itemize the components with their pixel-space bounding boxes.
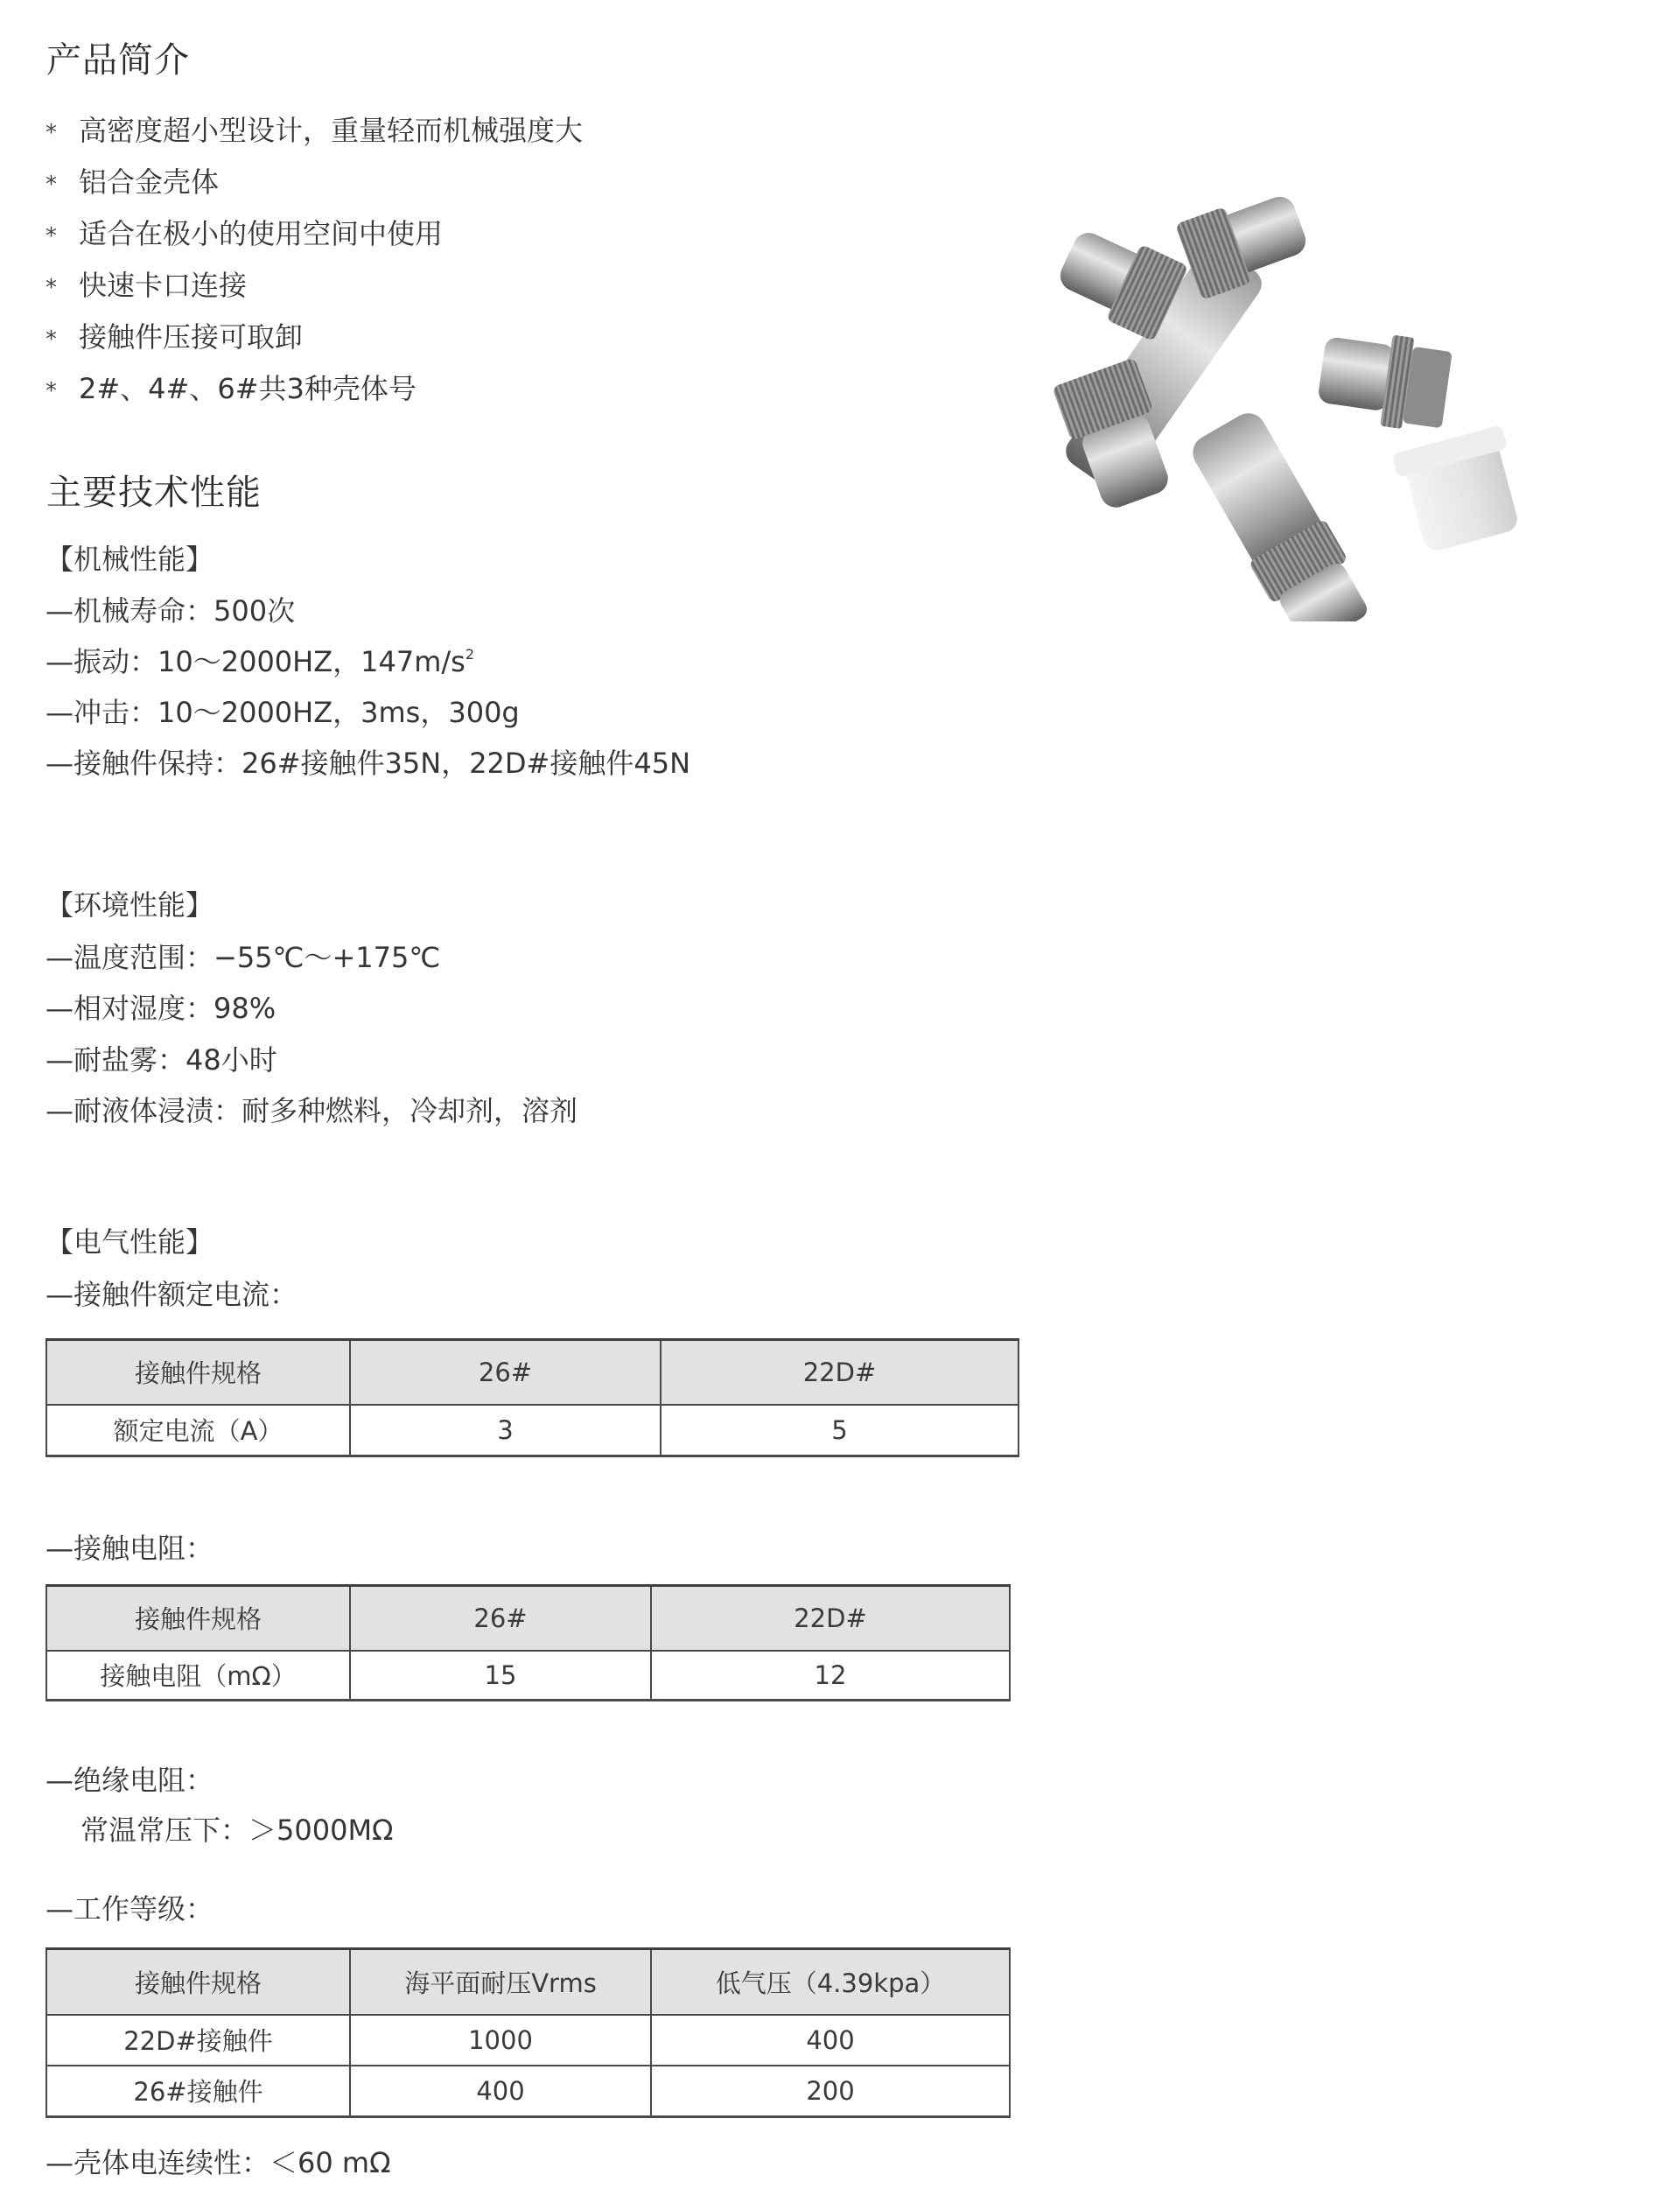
- rated-current-label: —接触件额定电流：: [46, 1278, 298, 1311]
- contact-resistance-label: —接触电阻：: [46, 1532, 214, 1565]
- table-cell: 12: [651, 1651, 1010, 1701]
- table-header-cell: 26#: [350, 1340, 661, 1405]
- asterisk-bullet-icon: *: [46, 223, 57, 249]
- list-item: * 适合在极小的使用空间中使用: [46, 217, 444, 250]
- list-item: * 接触件压接可取卸: [46, 320, 304, 354]
- list-item: * 高密度超小型设计，重量轻而机械强度大: [46, 114, 584, 147]
- table-cell: 200: [651, 2066, 1010, 2117]
- connector-illustration-icon: [1015, 184, 1540, 621]
- table-cell: 接触电阻（mΩ）: [46, 1651, 350, 1701]
- table-row: [46, 2015, 1010, 2066]
- table-header-row: [46, 1340, 1018, 1405]
- table-row: [46, 1651, 1010, 1701]
- working-grade-table: [46, 1947, 1011, 2118]
- electrical-heading: 【电气性能】: [46, 1225, 214, 1259]
- asterisk-bullet-icon: *: [46, 275, 57, 301]
- asterisk-bullet-icon: *: [46, 326, 57, 353]
- asterisk-bullet-icon: *: [46, 172, 57, 198]
- asterisk-bullet-icon: *: [46, 378, 57, 404]
- table-header-cell: 接触件规格: [46, 1949, 350, 2015]
- spec-line: —耐液体浸渍：耐多种燃料，冷却剂，溶剂: [46, 1094, 578, 1127]
- mechanical-heading: 【机械性能】: [46, 543, 214, 576]
- table-header-cell: 22D#: [661, 1340, 1018, 1405]
- table-header-row: [46, 1949, 1010, 2015]
- table-header-cell: 海平面耐压Vrms: [350, 1949, 651, 2015]
- list-item: * 铝合金壳体: [46, 165, 220, 199]
- spec-line: —冲击：10～2000HZ，3ms，300g: [46, 696, 520, 729]
- spec-line: —接触件保持：26#接触件35N，22D#接触件45N: [46, 747, 691, 780]
- table-cell: 额定电流（A）: [46, 1405, 350, 1456]
- table-header-row: [46, 1586, 1010, 1651]
- table-header-cell: 接触件规格: [46, 1340, 350, 1405]
- spec-line: —相对湿度：98%: [46, 992, 276, 1025]
- list-item: * 快速卡口连接: [46, 269, 248, 302]
- table-row: [46, 1405, 1018, 1456]
- spec-line: —振动：10～2000HZ，$147m/s^2$: [46, 645, 475, 678]
- list-item: * 2#、4#、6#共3种壳体号: [46, 372, 416, 405]
- table-header-cell: 接触件规格: [46, 1586, 350, 1651]
- working-grade-label: —工作等级：: [46, 1892, 214, 1926]
- insulation-label: —绝缘电阻：: [46, 1764, 214, 1797]
- table-cell: 15: [350, 1651, 651, 1701]
- table-cell: 400: [651, 2015, 1010, 2066]
- table-header-cell: 26#: [350, 1586, 651, 1651]
- table-cell: 26#接触件: [46, 2066, 350, 2117]
- table-cell: 1000: [350, 2015, 651, 2066]
- spec-line: —机械寿命：500次: [46, 594, 296, 628]
- shell-continuity: —壳体电连续性：＜60 mΩ: [46, 2146, 391, 2179]
- spec-line: —温度范围：−55℃～+175℃: [46, 941, 441, 974]
- intro-title: 产品简介: [46, 40, 190, 81]
- table-cell: 5: [661, 1405, 1018, 1456]
- table-cell: 400: [350, 2066, 651, 2117]
- insulation-value: 常温常压下：＞5000MΩ: [80, 1814, 394, 1847]
- table-header-cell: 22D#: [651, 1586, 1010, 1651]
- environment-heading: 【环境性能】: [46, 888, 214, 922]
- rated-current-table: [46, 1338, 1019, 1457]
- table-cell: 3: [350, 1405, 661, 1456]
- product-photo: [1015, 184, 1540, 621]
- contact-resistance-table: [46, 1584, 1011, 1701]
- table-row: [46, 2066, 1010, 2117]
- table-cell: 22D#接触件: [46, 2015, 350, 2066]
- asterisk-bullet-icon: *: [46, 120, 57, 146]
- spec-line: —耐盐雾：48小时: [46, 1043, 277, 1077]
- tech-title: 主要技术性能: [46, 473, 262, 513]
- table-header-cell: 低气压（4.39kpa）: [651, 1949, 1010, 2015]
